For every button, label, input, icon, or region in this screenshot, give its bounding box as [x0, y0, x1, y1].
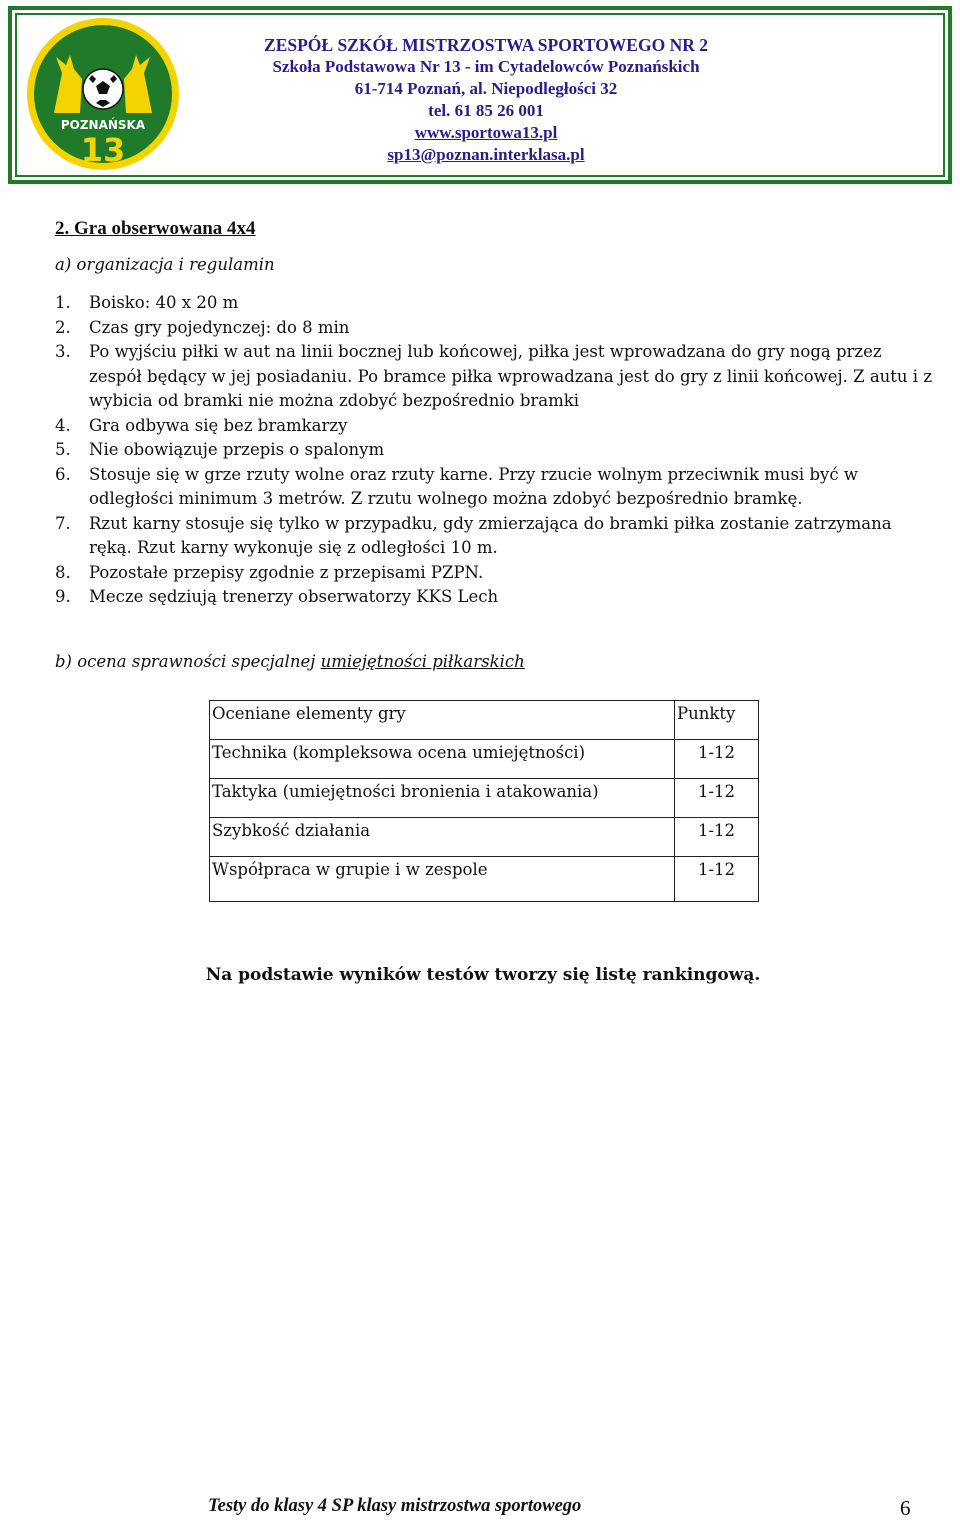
school-address: 61-714 Poznań, al. Niepodległości 32 [354, 79, 618, 98]
rule-item [55, 561, 935, 586]
rule-text: Rzut karny stosuje się tylko w przypadku, gdy zmierzająca do bramki piłka zostanie zatrzymana ręką. Rzut karny wykonuje się z odległości 10 m. [89, 513, 892, 557]
rule-text: Czas gry pojedynczej: do 8 min [89, 317, 350, 337]
rule-number: 9. [55, 587, 71, 606]
rule-number: 1. [55, 293, 71, 312]
rules-list [55, 291, 935, 610]
school-subtitle: Szkoła Podstawowa Nr 13 - im Cytadelowców Poznańskich [272, 57, 700, 76]
page-number: 6 [900, 1496, 911, 1520]
table-cell: Współpraca w grupie i w zespole [210, 857, 675, 902]
letterhead [8, 6, 952, 184]
table-cell: 1-12 [675, 740, 759, 779]
rule-number: 8. [55, 562, 71, 582]
rule-item [55, 414, 935, 439]
rule-text: Mecze sędziują trenerzy obserwatorzy KKS Lech [89, 587, 499, 606]
subheading-assessment [55, 652, 525, 671]
rule-text: Stosuje się w grze rzuty wolne oraz rzuty karne. Przy rzucie wolnym przeciwnik musi być w odległości minimum 3 metrów. Z rzutu wolnego można zdobyć bezpośrednio bramkę. [89, 464, 858, 508]
rule-item [55, 463, 935, 512]
rule-item [55, 585, 935, 610]
school-website-link[interactable]: www.sportowa13.pl [414, 123, 558, 142]
table-cell: Technika (kompleksowa ocena umiejętności) [210, 740, 675, 779]
logo-number: 13 [80, 131, 126, 169]
table-cell: 1-12 [675, 818, 759, 857]
table-cell: 1-12 [675, 857, 759, 902]
school-name: ZESPÓŁ SZKÓŁ MISTRZOSTWA SPORTOWEGO NR 2 [264, 35, 708, 55]
subheading-assessment-prefix: b) ocena sprawności specjalnej [55, 652, 321, 671]
table-row [210, 779, 759, 818]
school-email-link[interactable]: sp13@poznan.interklasa.pl [387, 145, 585, 164]
rule-item [55, 340, 935, 414]
table-cell: Taktyka (umiejętności bronienia i atakowania) [210, 779, 675, 818]
section-title: 2. Gra obserwowana 4x4 [55, 218, 256, 239]
school-info [212, 34, 760, 166]
rule-text: Nie obowiązuje przepis o spalonym [89, 440, 385, 459]
rule-text: Pozostałe przepisy zgodnie z przepisami PZPN. [89, 562, 484, 582]
table-header-cell: Punkty [675, 701, 759, 740]
subheading-assessment-underlined: umiejętności piłkarskich [320, 652, 525, 671]
rule-item [55, 438, 935, 463]
school-phone: tel. 61 85 26 001 [428, 101, 544, 120]
rule-item [55, 512, 935, 561]
rule-text: Boisko: 40 x 20 m [89, 293, 239, 312]
table-row [210, 818, 759, 857]
table-header-row [210, 701, 759, 740]
rule-number: 3. [55, 342, 71, 361]
ranking-note: Na podstawie wyników testów tworzy się listę rankingową. [205, 965, 761, 985]
rule-number: 4. [55, 415, 71, 435]
table-cell: Szybkość działania [210, 818, 675, 857]
page-footer: Testy do klasy 4 SP klasy mistrzostwa sportowego [208, 1496, 582, 1516]
rule-item [55, 316, 935, 341]
table-row [210, 740, 759, 779]
table-cell: 1-12 [675, 779, 759, 818]
rule-number: 7. [55, 513, 71, 533]
table-row [210, 857, 759, 902]
logo-name: POZNAŃSKA [60, 118, 146, 132]
rule-text: Po wyjściu piłki w aut na linii bocznej lub końcowej, piłka jest wprowadzana do gry nogą przez zespół będący w jej posiadaniu. Po bramce piłka wprowadzana jest do gry z linii końcowej. Z autu i z wybicia od bramki nie można zdobyć bezpośrednio bramki [89, 342, 933, 410]
rule-number: 2. [55, 317, 71, 337]
table-header-cell: Oceniane elementy gry [210, 701, 675, 740]
school-logo [26, 17, 180, 171]
rule-item [55, 291, 935, 316]
scoring-table [209, 700, 759, 902]
subheading-organization: a) organizacja i regulamin [55, 255, 275, 274]
rule-text: Gra odbywa się bez bramkarzy [89, 415, 348, 435]
rule-number: 5. [55, 440, 71, 459]
rule-number: 6. [55, 464, 71, 484]
